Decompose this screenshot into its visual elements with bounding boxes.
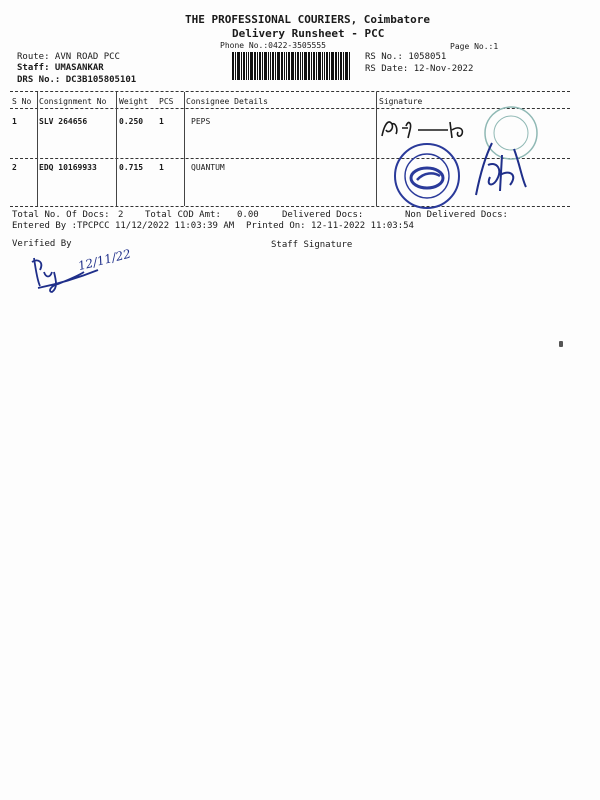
scan-mark [559, 341, 563, 347]
header-consignee: Consignee Details [186, 97, 268, 106]
company-name: THE PROFESSIONAL COURIERS, Coimbatore [185, 13, 431, 26]
entered-by: Entered By :TPCPCC 11/12/2022 11:03:39 AM [12, 221, 235, 231]
rs-number: RS No.: 1058051 [365, 52, 447, 62]
row1-consignment: SLV 264656 [39, 117, 88, 126]
page-number: Page No.:1 [450, 42, 499, 51]
header-consignment: Consignment No [39, 97, 107, 106]
total-docs-label: Total No. Of Docs: [12, 210, 110, 220]
row1-consignee: PEPS [191, 117, 211, 126]
verifier-signature [28, 246, 133, 296]
rs-date: RS Date: 12-Nov-2022 [365, 64, 474, 74]
verified-by-label: Verified By [12, 239, 72, 249]
row1-weight: 0.250 [119, 117, 144, 126]
row2-signature [466, 135, 546, 205]
row2-weight: 0.715 [119, 163, 144, 172]
row2-consignee: QUANTUM [191, 163, 225, 172]
delivered-docs-label: Delivered Docs: [282, 210, 364, 220]
column-divider [184, 92, 185, 206]
column-divider [37, 92, 38, 206]
table-top-rule [10, 91, 570, 92]
printed-on: Printed On: 12-11-2022 11:03:54 [246, 221, 414, 231]
phone-number: Phone No.:0422-3505555 [220, 41, 326, 50]
barcode [232, 52, 358, 80]
header-pcs: PCS [159, 97, 174, 106]
row1-sno: 1 [12, 117, 17, 126]
document-title: Delivery Runsheet - PCC [232, 27, 385, 40]
total-cod-value: 0.00 [237, 210, 259, 220]
row1-pcs: 1 [159, 117, 164, 126]
staff-name: Staff: UMASANKAR [17, 63, 104, 73]
column-divider [116, 92, 117, 206]
header-sno: S No [12, 97, 32, 106]
total-docs-value: 2 [118, 210, 124, 220]
staff-signature-label: Staff Signature [271, 240, 353, 250]
table-bottom-rule [10, 206, 570, 207]
header-signature: Signature [379, 97, 423, 106]
company-stamp-icon [382, 140, 472, 212]
drs-number: DRS No.: DC3B105805101 [17, 75, 137, 85]
row2-sno: 2 [12, 163, 17, 172]
column-divider [376, 92, 377, 206]
total-cod-label: Total COD Amt: [145, 210, 221, 220]
row2-consignment: EDQ 10169933 [39, 163, 97, 172]
row2-pcs: 1 [159, 163, 164, 172]
route: Route: AVN ROAD PCC [17, 52, 120, 62]
non-delivered-docs-label: Non Delivered Docs: [405, 210, 508, 220]
handwritten-date: 12/11/22 [76, 246, 133, 274]
header-weight: Weight [119, 97, 148, 106]
